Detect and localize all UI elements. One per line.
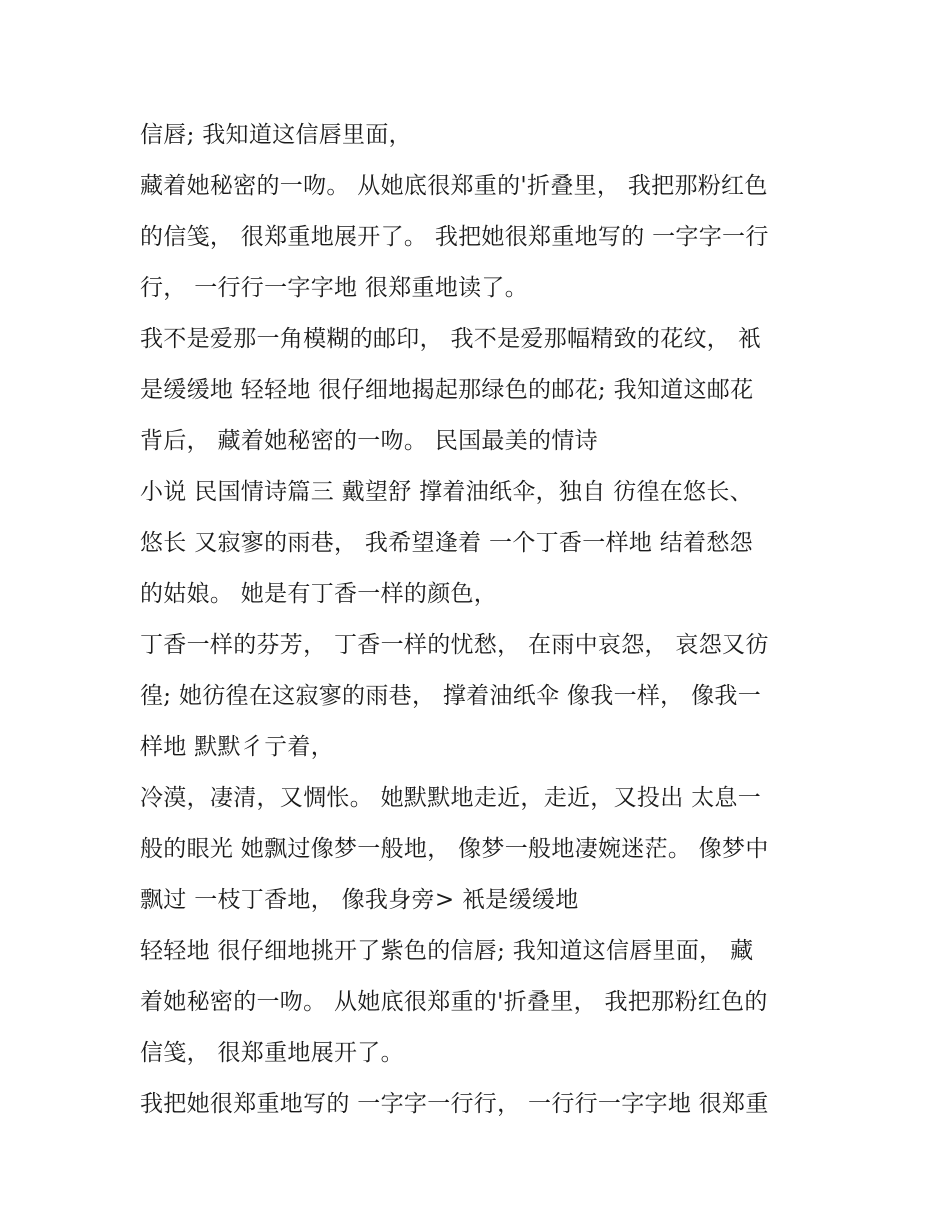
text-line-15: 般的眼光 她飘过像梦一般地， 像梦一般地凄婉迷茫。 像梦中 bbox=[140, 836, 769, 862]
text-line-13: 样地 默默彳亍着， bbox=[140, 734, 335, 760]
text-line-14: 冷漠，凄清，又惆怅。 她默默地走近，走近，又投出 太息一 bbox=[140, 785, 762, 811]
document-body bbox=[140, 110, 820, 1130]
text-line-19: 信笺， 很郑重地展开了。 bbox=[140, 1040, 404, 1066]
text-line-2: 藏着她秘密的一吻。 从她底很郑重的'折叠里， 我把那粉红色 bbox=[140, 173, 768, 199]
text-line-1: 信唇; 我知道这信唇里面， bbox=[140, 122, 412, 148]
text-line-8: 小说 民国情诗篇三 戴望舒 撑着油纸伞，独自 彷徨在悠长、 bbox=[140, 479, 753, 505]
text-line-6: 是缓缓地 轻轻地 很仔细地揭起那绿色的邮花; 我知道这邮花 bbox=[140, 377, 754, 403]
text-line-20: 我把她很郑重地写的 一字字一行行， 一行行一字字地 很郑重 bbox=[140, 1091, 769, 1117]
text-line-10: 的姑娘。 她是有丁香一样的颜色， bbox=[140, 581, 498, 607]
text-line-12: 徨; 她彷徨在这寂寥的雨巷， 撑着油纸伞 像我一样， 像我一 bbox=[140, 683, 761, 709]
text-line-9: 悠长 又寂寥的雨巷， 我希望逢着 一个丁香一样地 结着愁怨 bbox=[140, 530, 753, 556]
text-line-7: 背后， 藏着她秘密的一吻。 民国最美的情诗 bbox=[140, 428, 598, 454]
text-line-3: 的信笺， 很郑重地展开了。 我把她很郑重地写的 一字字一行 bbox=[140, 224, 769, 250]
text-line-5: 我不是爱那一角模糊的邮印， 我不是爱那幅精致的花纹， 衹 bbox=[140, 326, 762, 352]
text-line-18: 着她秘密的一吻。 从她底很郑重的'折叠里， 我把那粉红色的 bbox=[140, 989, 768, 1015]
text-line-11: 丁香一样的芬芳， 丁香一样的忧愁， 在雨中哀怨， 哀怨又彷 bbox=[140, 632, 769, 658]
text-line-17: 轻轻地 很仔细地挑开了紫色的信唇; 我知道这信唇里面， 藏 bbox=[140, 938, 754, 964]
text-line-4: 行， 一行行一字字地 很郑重地读了。 bbox=[140, 275, 529, 301]
text-line-16: 飘过 一枝丁香地， 像我身旁> 衹是缓缓地 bbox=[140, 887, 579, 913]
